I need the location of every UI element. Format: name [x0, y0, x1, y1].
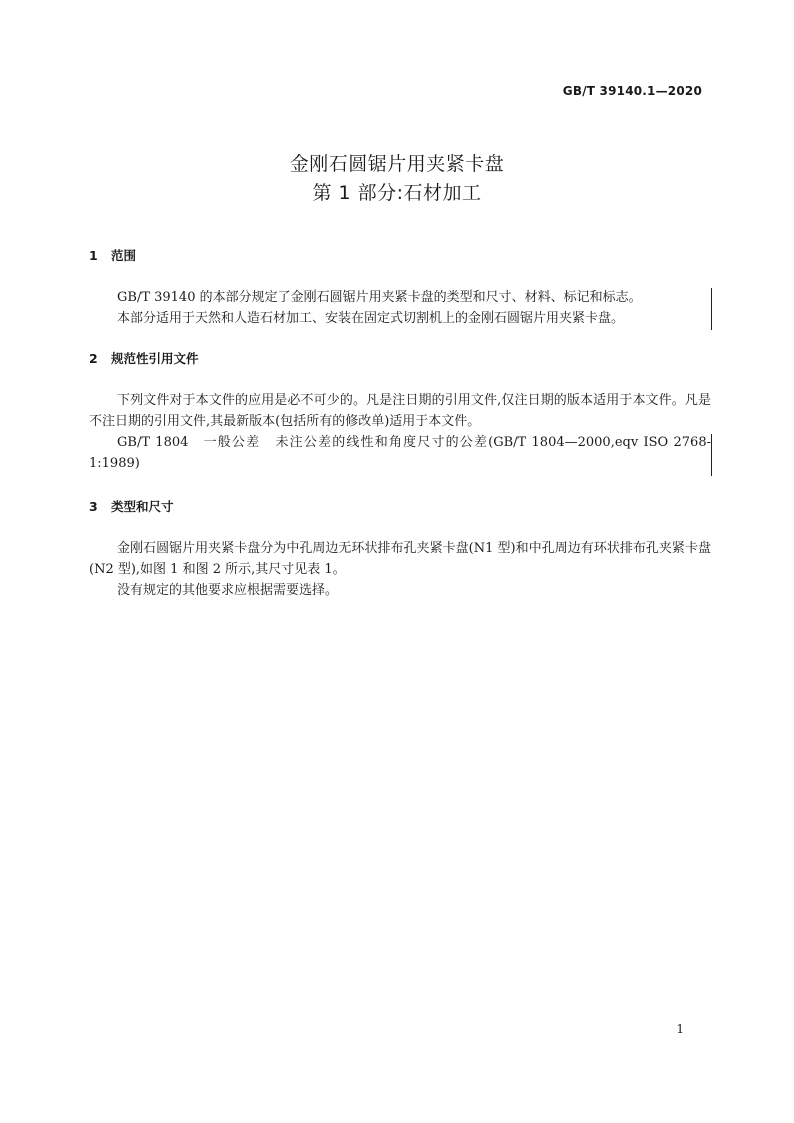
section-title: 范围	[111, 248, 137, 263]
section-types-dimensions	[89, 497, 711, 601]
title-main: 金刚石圆锯片用夹紧卡盘	[289, 153, 505, 175]
paragraph: GB/T 39140 的本部分规定了金刚石圆锯片用夹紧卡盘的类型和尺寸、材料、标记和标志。	[117, 290, 642, 305]
paragraph: 没有规定的其他要求应根据需要选择。	[117, 583, 339, 598]
paragraph: 金刚石圆锯片用夹紧卡盘分为中孔周边无环状排布孔夹紧卡盘(N1 型)和中孔周边有环状排布孔夹紧卡盘(N2 型),如图 1 和图 2 所示,其尺寸见表 1。	[89, 541, 711, 577]
document-title	[0, 150, 794, 208]
page-number: 1	[676, 1022, 684, 1036]
reference-entry	[89, 432, 711, 474]
section-number: 3	[89, 499, 98, 514]
section-heading	[89, 246, 711, 266]
reference-short-title: 一般公差	[202, 435, 261, 450]
standard-number: GB/T 39140.1—2020	[562, 84, 702, 98]
section-normative-references	[89, 349, 711, 474]
reference-description: 未注公差的线性和角度尺寸的公差(GB/T 1804—2000,eqv ISO 2768-1:1989)	[89, 435, 711, 471]
section-number: 2	[89, 351, 98, 366]
change-bar	[711, 288, 712, 330]
section-heading	[89, 349, 711, 369]
section-title: 类型和尺寸	[111, 499, 174, 514]
section-title: 规范性引用文件	[111, 351, 199, 366]
reference-code: GB/T 1804	[117, 435, 189, 450]
change-bar	[711, 434, 712, 476]
section-number: 1	[89, 248, 98, 263]
paragraph: 本部分适用于天然和人造石材加工、安装在固定式切割机上的金刚石圆锯片用夹紧卡盘。	[117, 311, 625, 326]
paragraph: 下列文件对于本文件的应用是必不可少的。凡是注日期的引用文件,仅注日期的版本适用于本文件。凡是不注日期的引用文件,其最新版本(包括所有的修改单)适用于本文件。	[89, 393, 711, 429]
title-part: 第 1 部分:石材加工	[312, 182, 482, 204]
section-heading	[89, 497, 711, 517]
section-scope	[89, 246, 711, 329]
